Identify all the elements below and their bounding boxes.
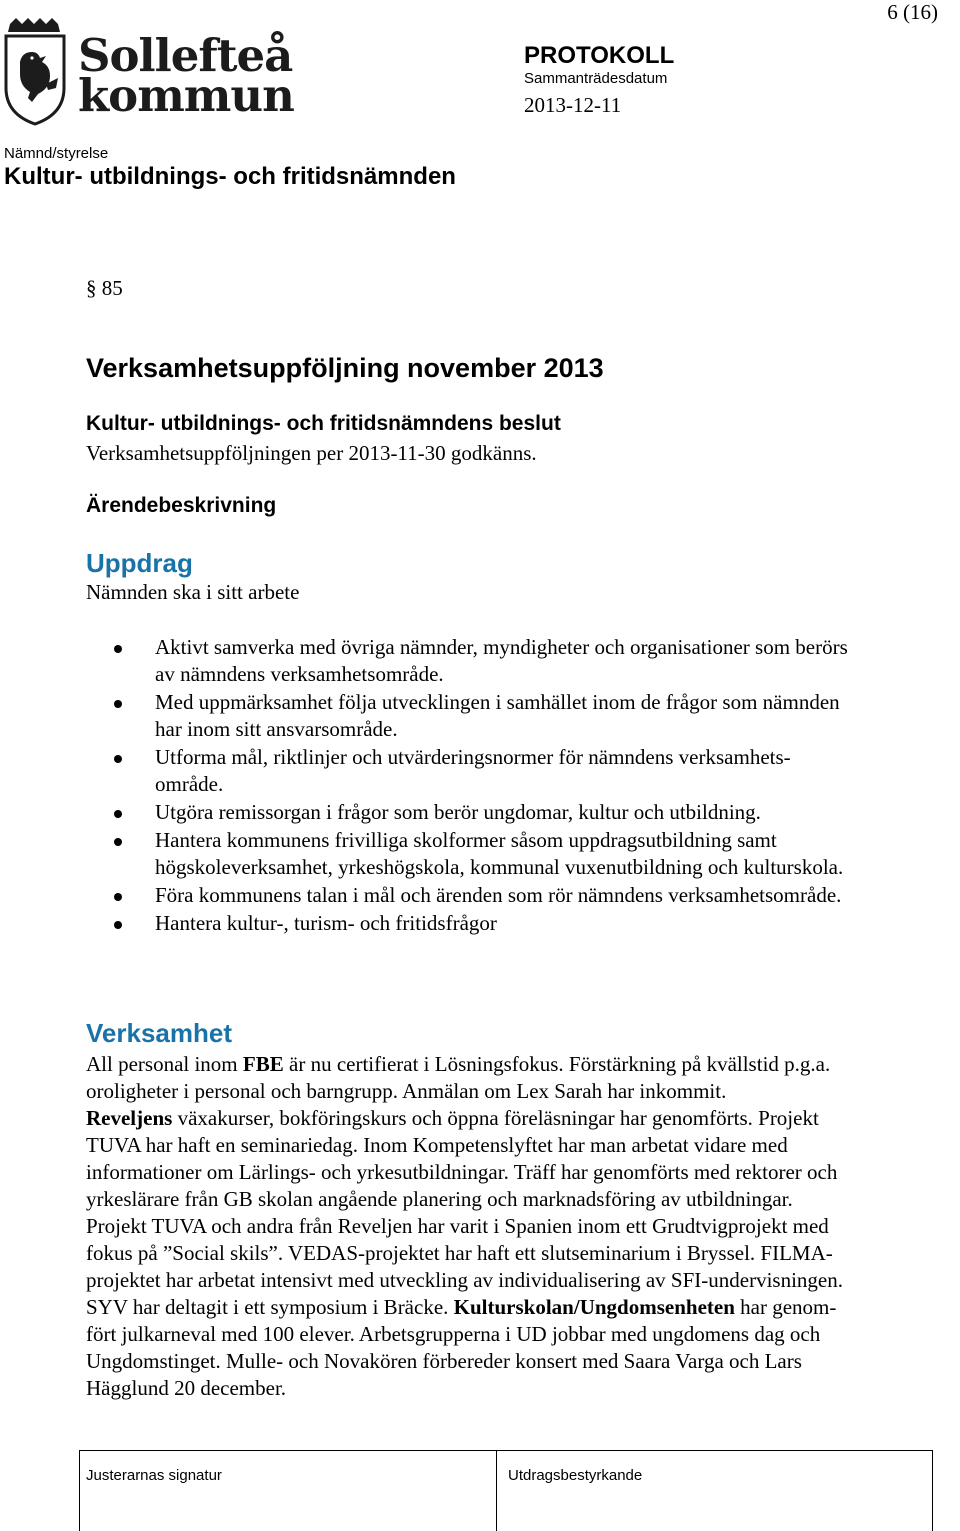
logo-line-2: kommun <box>78 69 294 122</box>
text-line <box>86 1105 936 1132</box>
list-item-line: har inom sitt ansvarsområde. <box>155 717 398 741</box>
verksamhet-text <box>86 1051 936 1402</box>
list-item-line: Utforma mål, riktlinjer och utvärderingsnormer för nämndens verksamhets- <box>155 745 791 769</box>
list-item-line: Utgöra remissorgan i frågor som berör ungdomar, kultur och utbildning. <box>155 800 761 824</box>
board-name: Kultur- utbildnings- och fritidsnämnden <box>4 163 456 190</box>
list-item-line: Föra kommunens talan i mål och ärenden som rör nämndens verksamhetsområde. <box>155 883 842 907</box>
text-run: är nu certifierat i Lösningsfokus. Förstärkning på kvällstid p.g.a. <box>283 1052 831 1076</box>
signature-box <box>79 1450 933 1531</box>
list-item <box>0 799 925 826</box>
text-run: SYV har deltagit i ett symposium i Bräcke. <box>86 1295 454 1319</box>
signature-divider <box>496 1451 497 1531</box>
extract-certification-label: Utdragsbestyrkande <box>508 1467 643 1484</box>
bullet-icon <box>114 838 122 846</box>
text-line <box>86 1159 936 1186</box>
document-type: PROTOKOLL <box>524 42 675 69</box>
coat-of-arms-icon <box>2 18 72 128</box>
text-line <box>86 1213 936 1240</box>
bullet-icon <box>114 645 122 653</box>
list-item <box>0 634 925 688</box>
list-item-line: högskoleverksamhet, yrkeshögskola, kommunal vuxenutbildning och kulturskola. <box>155 855 844 879</box>
text-run: oroligheter i personal och barngrupp. Anmälan om Lex Sarah har inkommit. <box>86 1079 727 1103</box>
text-run: informationer om Lärlings- och yrkesutbildningar. Träff har genomförts med rektorer och <box>86 1160 838 1184</box>
text-run: projektet har arbetat intensivt med utveckling av individualisering av SFI-undervisningen. <box>86 1268 843 1292</box>
decision-heading: Kultur- utbildnings- och fritidsnämndens beslut <box>86 412 561 435</box>
text-line <box>86 1051 936 1078</box>
adjusters-signature-label: Justerarnas signatur <box>86 1467 222 1484</box>
board-label: Nämnd/styrelse <box>4 145 109 162</box>
text-run: växakurser, bokföringskurs och öppna föreläsningar har genomförts. Projekt <box>172 1106 819 1130</box>
text-line <box>86 1348 936 1375</box>
text-run: Hägglund 20 december. <box>86 1376 287 1400</box>
uppdrag-heading: Uppdrag <box>86 548 193 578</box>
bullet-icon <box>114 921 122 929</box>
bold-text: Reveljens <box>86 1106 173 1130</box>
date-label: Sammanträdesdatum <box>524 70 668 87</box>
list-item-line: Hantera kultur-, turism- och fritidsfrågor <box>155 911 497 935</box>
list-item <box>0 882 925 909</box>
text-run: fokus på ”Social skils”. VEDAS-projektet har haft ett slutseminarium i Bryssel. FILMA- <box>86 1241 833 1265</box>
list-item-line: område. <box>155 772 224 796</box>
bullet-icon <box>114 810 122 818</box>
uppdrag-intro: Nämnden ska i sitt arbete <box>86 580 300 604</box>
bold-text: FBE <box>242 1052 284 1076</box>
text-run: TUVA har haft en seminariedag. Inom Kompetenslyftet har man arbetat vidare med <box>86 1133 788 1157</box>
text-run: Ungdomstinget. Mulle- och Novakören förbereder konsert med Saara Varga och Lars <box>86 1349 802 1373</box>
text-line <box>86 1078 936 1105</box>
text-run: Projekt TUVA och andra från Reveljen har varit i Spanien inom ett Grudtvigprojekt med <box>86 1214 829 1238</box>
page-number: 6 (16) <box>887 0 938 24</box>
text-line <box>86 1294 936 1321</box>
text-line <box>86 1132 936 1159</box>
decision-text: Verksamhetsuppföljningen per 2013-11-30 godkänns. <box>86 441 537 465</box>
list-item <box>0 744 925 798</box>
text-run: fört julkarneval med 100 elever. Arbetsgrupperna i UD jobbar med ungdomens dag och <box>86 1322 821 1346</box>
verksamhet-heading: Verksamhet <box>86 1018 232 1048</box>
logo-line-1: Sollefteå <box>78 29 293 82</box>
text-line <box>86 1321 936 1348</box>
list-item <box>0 827 925 881</box>
text-run: All personal inom <box>86 1052 243 1076</box>
section-title: Verksamhetsuppföljning november 2013 <box>86 353 604 383</box>
list-item-line: av nämndens verksamhetsområde. <box>155 662 444 686</box>
list-item <box>0 910 925 937</box>
list-item-line: Med uppmärksamhet följa utvecklingen i samhället inom de frågor som nämnden <box>155 690 840 714</box>
bold-text: Kulturskolan/Ungdomsenheten <box>453 1295 735 1319</box>
case-description-heading: Ärendebeskrivning <box>86 494 277 517</box>
list-item-line: Aktivt samverka med övriga nämnder, myndigheter och organisationer som berörs <box>155 635 848 659</box>
list-item <box>0 689 925 743</box>
uppdrag-list <box>0 634 960 938</box>
list-item-line: Hantera kommunens frivilliga skolformer såsom uppdragsutbildning samt <box>155 828 777 852</box>
text-run: yrkeslärare från GB skolan angående planering och marknadsföring av utbildningar. <box>86 1187 793 1211</box>
text-line <box>86 1375 936 1402</box>
meeting-date: 2013-12-11 <box>524 93 622 117</box>
text-run: har genom- <box>734 1295 837 1319</box>
text-line <box>86 1240 936 1267</box>
bullet-icon <box>114 755 122 763</box>
paragraph-number: § 85 <box>86 276 123 300</box>
text-line <box>86 1267 936 1294</box>
bullet-icon <box>114 700 122 708</box>
text-line <box>86 1186 936 1213</box>
municipality-logo <box>2 18 302 128</box>
bullet-icon <box>114 893 122 901</box>
